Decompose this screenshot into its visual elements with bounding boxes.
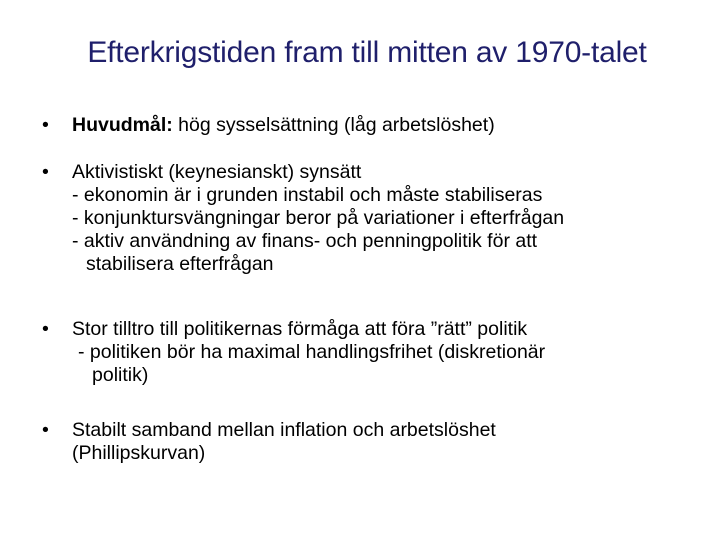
bullet-sub-line: - politiken bör ha maximal handlingsfrihet (diskretionär	[78, 341, 546, 363]
bullet-sub-line: - konjunktursvängningar beror på variationer i efterfrågan	[72, 207, 565, 229]
bullet-dot: •	[42, 114, 49, 136]
bullet-text	[72, 318, 702, 387]
bullet-lead-rest: hög sysselsättning (låg arbetslöshet)	[172, 114, 495, 136]
bullet-sub-line-continuation: politik)	[92, 364, 149, 386]
bullet-sub-line: - ekonomin är i grunden instabil och måste stabiliseras	[72, 184, 543, 206]
bullet-dot: •	[42, 161, 49, 183]
bullet-text	[72, 419, 702, 465]
bullet-lead-bold: Huvudmål:	[72, 114, 173, 136]
slide-title: Efterkrigstiden fram till mitten av 1970-talet	[87, 36, 647, 69]
bullet-line: Stabilt samband mellan inflation och arbetslöshet	[72, 419, 496, 441]
bullet-line: Stor tilltro till politikernas förmåga att föra ”rätt” politik	[72, 318, 528, 340]
bullet-dot: •	[42, 419, 49, 441]
bullet-line: Aktivistiskt (keynesianskt) synsätt	[72, 161, 362, 183]
bullet-text	[72, 161, 702, 276]
bullet-line-continuation: (Phillipskurvan)	[72, 442, 206, 464]
bullet-text	[72, 114, 702, 137]
bullet-sub-line-continuation: stabilisera efterfrågan	[86, 253, 274, 275]
bullet-sub-line: - aktiv användning av finans- och penningpolitik för att	[72, 230, 538, 252]
bullet-dot: •	[42, 318, 49, 340]
